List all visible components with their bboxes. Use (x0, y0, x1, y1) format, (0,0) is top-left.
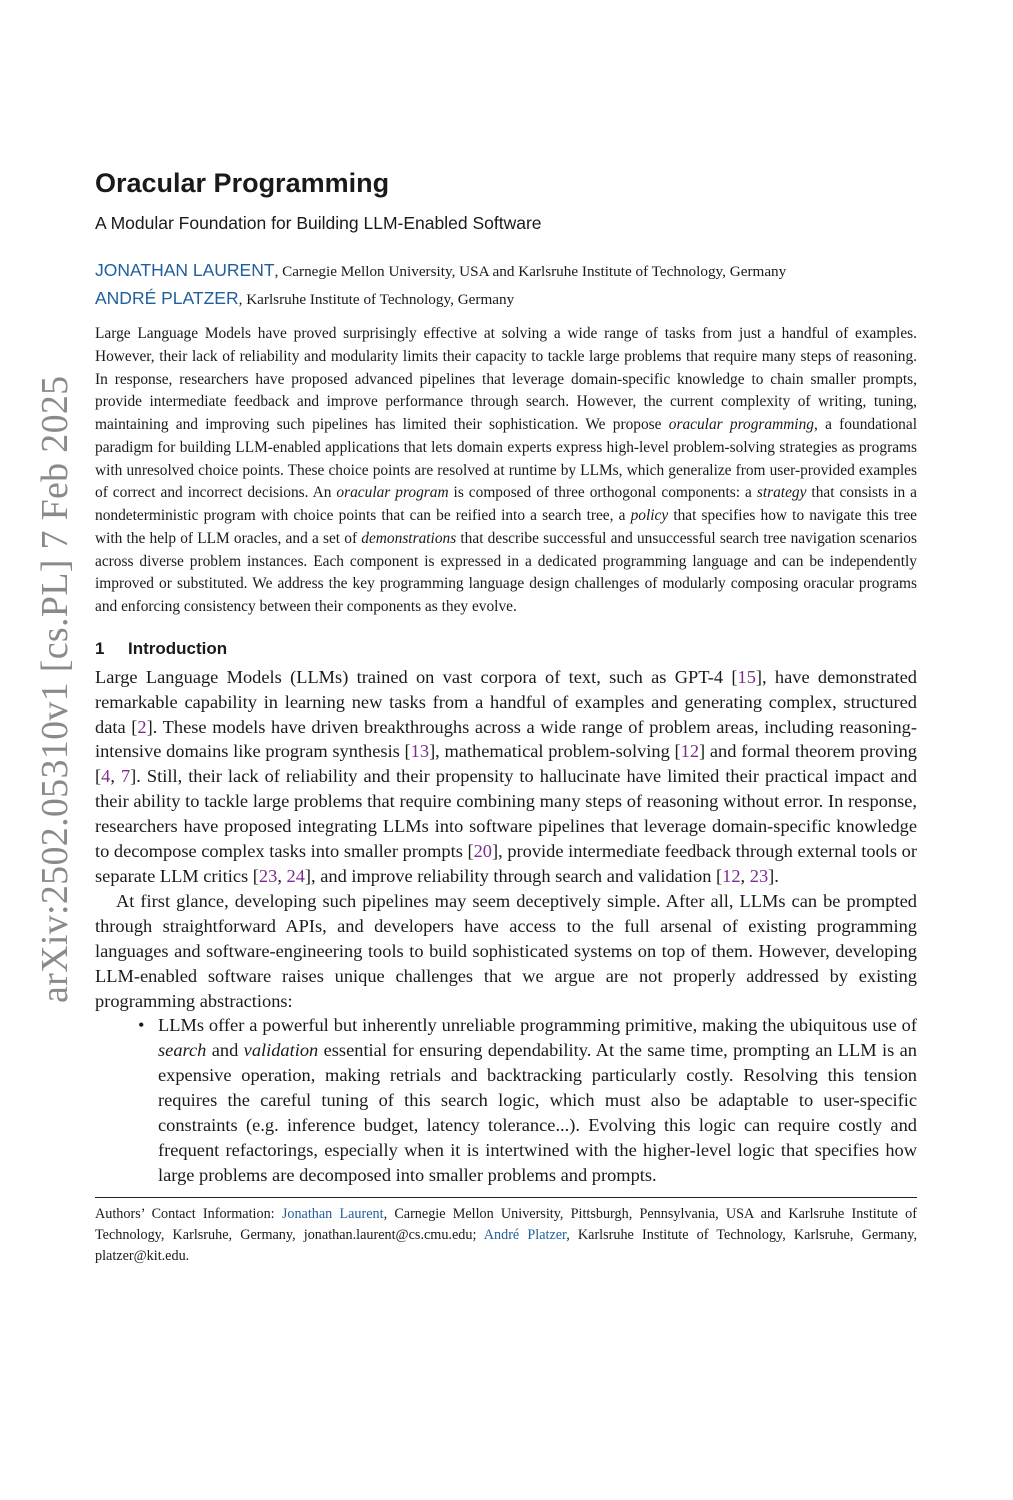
paper-first-page (95, 168, 917, 1267)
paper-title: Oracular Programming (95, 168, 390, 198)
citation-link[interactable]: 23 (749, 866, 769, 886)
section-number: 1 (95, 638, 105, 658)
author-line (95, 285, 917, 313)
citation-link[interactable]: 7 (120, 766, 131, 787)
body-emphasis: validation (243, 1040, 319, 1061)
body-text: and (206, 1040, 244, 1061)
author-name[interactable]: ANDRÉ PLATZER (95, 288, 239, 308)
abstract-text: that consists in a nondeterministic program with choice points that can be reified into a search tree, a (95, 484, 917, 524)
author-line (95, 257, 917, 285)
abstract-text: Large Language Models have proved surprisingly effective at solving a wide range of tasks from just a handful of examples. However, their lack of reliability and modularity limits their capacity to tackle large problems that require many steps of reasoning. In response, researchers have proposed advanced pipelines that leverage domain-specific knowledge to chain smaller prompts, provide intermediate feedback and improve performance through search. However, the current complexity of writing, tuning, maintaining and improving such pipelines has limited their sophistication. We propose (95, 325, 917, 433)
challenge-list (95, 1013, 917, 1187)
author-link[interactable]: André Platzer (483, 1226, 567, 1243)
body-text: ]. Still, their lack of reliability and their propensity to hallucinate have limited their practical impact and their ability to tackle large problems that require combining many steps of reasoning without error. In response, researchers have proposed integrating LLMs into software pipelines that leverage domain-specific knowledge to decompose complex tasks into smaller prompts [ (95, 766, 917, 862)
body-text: ], mathematical problem-solving [ (429, 741, 681, 762)
body-text: LLMs offer a powerful but inherently unreliable programming primitive, making the ubiquitous use of (158, 1015, 917, 1036)
citation-link[interactable]: 23 (258, 866, 278, 886)
author-link[interactable]: Jonathan Laurent (281, 1205, 384, 1222)
citation-link[interactable]: 20 (473, 841, 492, 862)
author-contact-footnote (95, 1204, 917, 1267)
footnote-text: , Carnegie Mellon University, Pittsburgh, Pennsylvania, USA and Karlsruhe Institute of Technology, Karlsruhe, Germany, jonathan.laurent@cs.cmu.edu; (95, 1205, 917, 1243)
section-heading (95, 639, 917, 659)
abstract-emphasis: oracular program (336, 484, 449, 502)
intro-paragraph-2: At first glance, developing such pipelines may seem deceptively simple. After all, LLMs can be prompted through straightforward APIs, and developers have access to the full arsenal of existing programming languages and software-engineering tools to build sophisticated systems on top of them. However, developing LLM-enabled software raises unique challenges that we argue are not properly addressed by existing programming abstractions: (95, 890, 917, 1011)
body-text: Large Language Models (LLMs) trained on vast corpora of text, such as GPT-4 [ (95, 666, 738, 687)
body-text: , (277, 866, 287, 886)
body-text: , (740, 866, 750, 886)
footnote-divider (95, 1197, 917, 1198)
citation-link[interactable]: 15 (737, 666, 756, 687)
abstract-emphasis: policy (630, 507, 669, 524)
author-name[interactable]: JONATHAN LAURENT (95, 260, 275, 280)
author-list (95, 257, 917, 313)
paper-subtitle: A Modular Foundation for Building LLM-Enabled Software (95, 213, 542, 233)
body-text: ], and improve reliability through search and validation [ (304, 866, 723, 886)
body-text: ], provide intermediate feedback through external tools or separate LLM critics [ (95, 841, 917, 886)
author-affiliation: , Karlsruhe Institute of Technology, Germany (238, 291, 515, 308)
citation-link[interactable]: 12 (680, 741, 700, 762)
abstract-text: that specifies how to navigate this tree with the help of LLM oracles, and a set of (95, 507, 917, 547)
footnote-text: Authors’ Contact Information: (95, 1205, 282, 1222)
body-text: ], have demonstrated remarkable capability in learning new tasks from a handful of examples and generating complex, structured data [ (95, 666, 917, 737)
arxiv-side-stamp: arXiv:2502.05310v1 [cs.PL] 7 Feb 2025 (34, 375, 76, 1003)
abstract-emphasis: demonstrations (361, 529, 457, 547)
citation-link[interactable]: 24 (286, 866, 305, 886)
citation-link[interactable]: 2 (137, 716, 147, 737)
body-emphasis: search (158, 1040, 207, 1061)
citation-link[interactable]: 12 (722, 866, 741, 886)
abstract-emphasis: strategy (756, 484, 807, 502)
abstract-text: , a foundational paradigm for building LLM-enabled applications that lets domain experts express high-level problem-solving strategies as programs with unresolved choice points. These choice points are resolved at runtime by LLMs, which generalize from user-provided examples of correct and incorrect decisions. An (95, 416, 917, 502)
abstract-emphasis: oracular programming (668, 416, 814, 433)
abstract (95, 323, 917, 619)
intro-paragraph-1 (95, 665, 917, 889)
citation-link[interactable]: 4 (101, 766, 111, 787)
body-text: ] and formal theorem proving [ (95, 741, 917, 787)
body-text: , (110, 766, 121, 787)
author-affiliation: , Carnegie Mellon University, USA and Karlsruhe Institute of Technology, Germany (274, 263, 787, 280)
citation-link[interactable]: 13 (410, 741, 430, 762)
abstract-text: that describe successful and unsuccessful search tree navigation scenarios across diverse problem instances. Each component is expressed in a dedicated programming language and can be independently improved or substituted. We address the key programming language design challenges of modularly composing oracular programs and enforcing consistency between their components as they evolve. (95, 529, 917, 615)
section-title: Introduction (128, 638, 228, 658)
body-text: ]. These models have driven breakthroughs across a wide range of problem areas, including reasoning-intensive domains like program synthesis [ (95, 716, 917, 762)
footnote-text: , Karlsruhe Institute of Technology, Karlsruhe, Germany, platzer@kit.edu. (95, 1226, 917, 1264)
list-item (158, 1013, 917, 1187)
abstract-text: is composed of three orthogonal components: a (448, 484, 757, 502)
body-text: essential for ensuring dependability. At the same time, prompting an LLM is an expensive operation, making retrials and backtracking particularly costly. Resolving this tension requires the careful tuning of this search logic, which must also be adaptable to user-specific constraints (e.g. inference budget, latency tolerance...). Evolving this logic can require costly and frequent refactorings, especially when it is intertwined with the higher-level logic that specifies how large problems are decomposed into smaller problems and prompts. (158, 1040, 917, 1185)
body-text: ]. (768, 866, 779, 886)
